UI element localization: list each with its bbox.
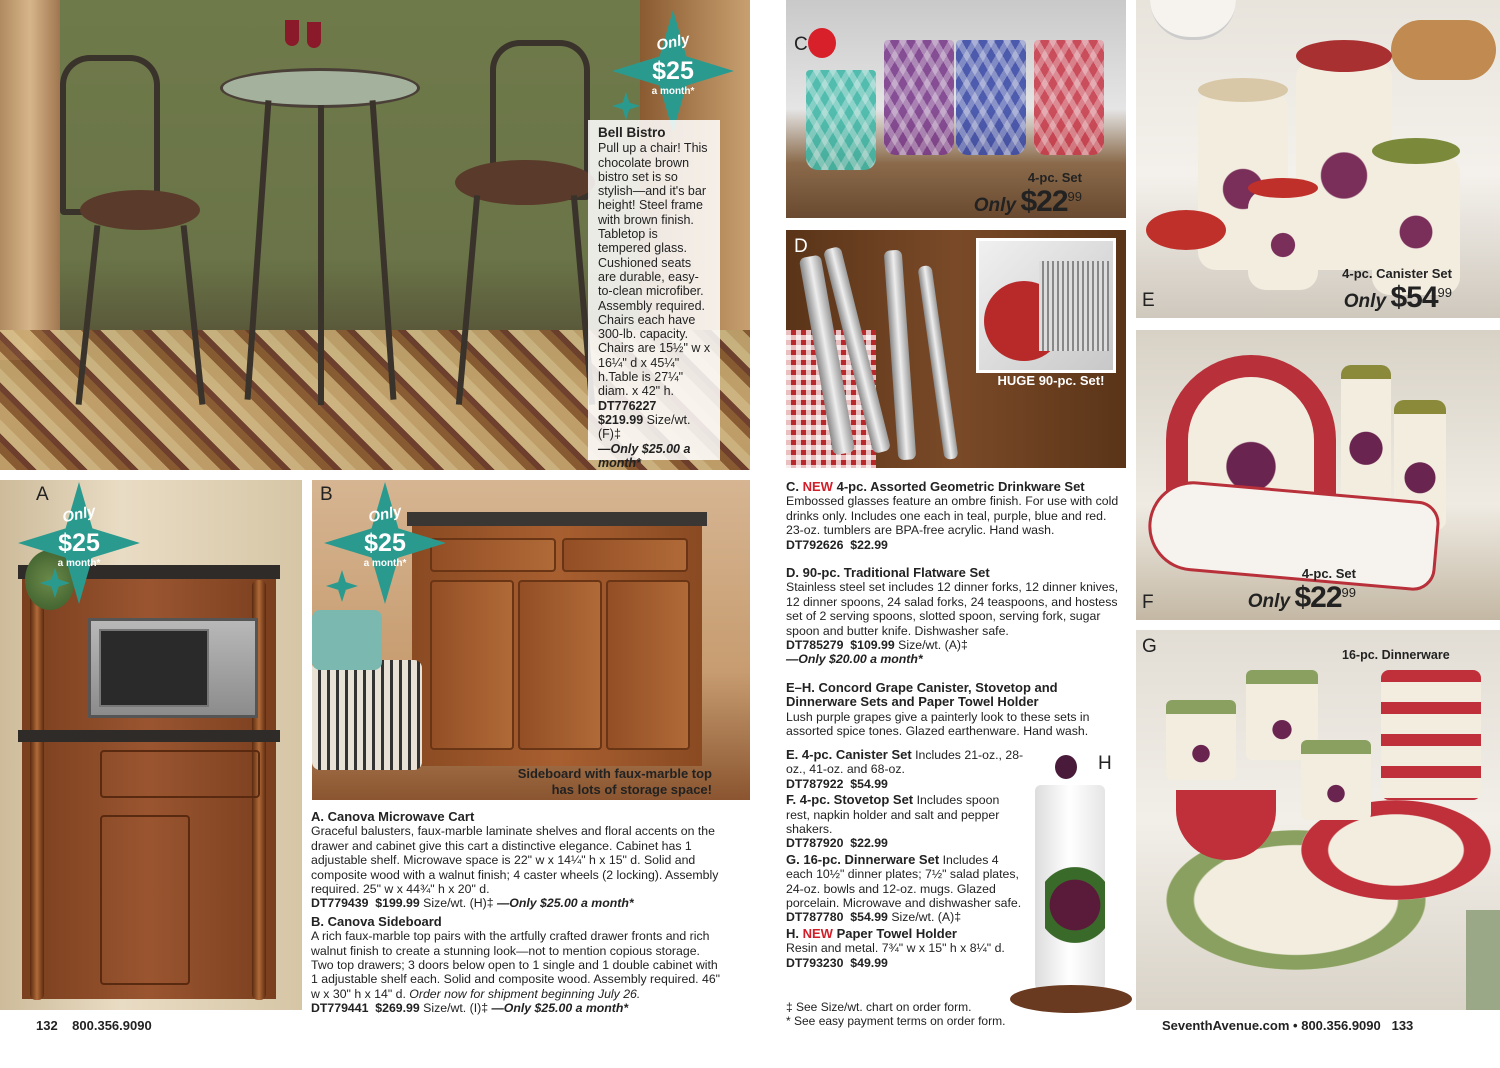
copy-items-e-h [786,748,1026,970]
bistro-size: Size/wt. (F)‡ [598,412,691,442]
microwave [88,618,258,718]
item-h-title: Paper Towel Holder [836,925,957,941]
throw-blanket [312,610,382,670]
item-d-size: Size/wt. (A)‡ [898,638,968,653]
price-tag-e: 4-pc. Canister Set Only $\$54^{99}$ [1342,266,1452,314]
item-d-title: D. 90-pc. Traditional Flatware Set [786,565,990,581]
item-e-title: E. 4-pc. Canister Set [786,747,912,762]
item-a-sku: DT779439 [311,896,369,911]
bistro-price: $219.99 [598,412,644,427]
item-b-sku: DT779441 [311,1001,369,1016]
bistro-description [588,120,720,470]
napkin [1466,910,1500,1010]
item-c-new: NEW [802,479,833,494]
copy-items-a-b [311,810,723,1027]
photo-letter-c: C [794,34,808,55]
page-number-left: 132 [36,1018,58,1033]
copy-items-c-d-eh [786,480,1126,743]
item-d-price: $109.99 [850,638,895,653]
paper-towel-holder-photo [1010,745,1135,1025]
drinkware-photo [786,0,1126,218]
mug [1166,700,1236,780]
sideboard-caption: Sideboard with faux-marble top has lots of storage space! [517,766,712,797]
sideboard-door [606,580,690,750]
blue-glass [956,40,1026,155]
item-c-price: $22.99 [850,537,888,552]
item-h-prefix: H. [786,925,799,941]
chair-seat-left [80,190,200,230]
strawberry [808,28,836,58]
price-tag-c: 4-pc. Set Only $\$22^{99}$ [973,170,1082,218]
item-g-title: G. 16-pc. Dinnerware Set [786,851,940,867]
page-number-right: 133 [1391,1018,1414,1033]
photo-letter-g: G [1142,636,1157,657]
price-tag-f: 4-pc. Set Only $\$22^{99}$ [1247,566,1356,614]
item-a-size: Size/wt. (H)‡ [423,896,494,911]
stovetop-photo [1136,330,1500,620]
item-g-size: Size/wt. (A)‡ [891,910,962,925]
sideboard-drawer [430,538,556,572]
bread [1391,20,1496,80]
flatware-inset-caption: HUGE 90-pc. Set! [997,373,1105,388]
item-e-price: $54.99 [850,776,888,791]
bistro-sku: DT776227 [598,398,657,413]
phone-left: 800.356.9090 [72,1018,152,1033]
item-f-price: $22.99 [850,836,888,851]
item-a-price: $199.99 [375,896,420,911]
bistro-body: Pull up a chair! This chocolate brown bistro set is so stylish—and it's bar height! Steel frame with brown finish. Tabletop is tempered glass. Cushioned seats are durable, easy-to-clean microfiber. Assembly required. Chairs each have 300-lb. capacity. Chairs are 15½" w x 16¼" d x 45¼" h.Table is 27¼" diam. x 42" h. [598,141,711,399]
bistro-monthly: —Only $25.00 a month* [598,441,691,470]
price-badge-a: Only $25 a month* [18,482,140,604]
item-e-body: Includes 21-oz., 28-oz., 41-oz. and 68-oz. [786,748,1024,777]
item-d-body: Stainless steel set includes 12 dinner forks, 12 dinner knives, 12 dinner spoons, 24 salad forks, 24 teaspoons, and hostess set of 2 serving spoons, slotted spoon, serving fork, sugar spoon and butter knife. Dishwasher safe. [786,580,1119,638]
grape-cluster [1045,850,1105,960]
photo-letter-h: H [1098,753,1112,774]
canister-small [1248,190,1318,290]
item-a-title: A. Canova Microwave Cart [311,809,475,824]
item-c-prefix: C. [786,479,799,494]
flatware-inset-photo [976,238,1116,373]
wood-post [0,0,60,360]
item-c-body: Embossed glasses feature an ombre finish. For use with cold drinks only. Includes one each in teal, purple, blue and red. 23-oz. tumblers are BPA-free acrylic. Hand wash. [786,494,1119,538]
item-d-sku: DT785279 [786,638,844,653]
footer-right [1162,1018,1413,1033]
salad-fork [917,265,958,460]
item-eh-title: E–H. Concord Grape Canister, Stovetop and Dinnerware Sets and Paper Towel Holder [786,679,1058,710]
phone-right: 800.356.9090 [1301,1018,1381,1033]
teal-glass [806,70,876,170]
item-b-monthly: —Only $25.00 a month* [491,1001,629,1016]
wine-glass [285,20,299,46]
item-h-price: $49.99 [850,955,888,970]
item-g-price: $54.99 [850,910,888,925]
salt-shaker [1341,365,1391,505]
cart-drawer [100,750,260,798]
item-b-size: Size/wt. (I)‡ [423,1001,489,1016]
glass-tabletop [220,68,420,108]
photo-letter-f: F [1142,592,1154,613]
sideboard-photo [312,480,750,800]
wine-glass [307,22,321,48]
item-b-note: Order now for shipment beginning July 26. [409,986,641,1001]
item-g-body: Includes 4 each 10½" dinner plates; 7½" salad plates, 24-oz. bowls and 12-oz. mugs. Glazed porcelain. Microwave and dishwasher safe. [786,852,1022,911]
grape-finial [1055,755,1077,779]
site-url[interactable]: SeventhAvenue.com [1162,1018,1290,1033]
item-b-body: A rich faux-marble top pairs with the artfully crafted drawer fronts and rich walnut finish to create a stunning look—not to mention copious storage. Two top drawers; 3 doors below open to 1 single and 1 double cabinet with 1 adjustable shelf each. Solid and composite wood. Assembly required. 46" w x 30" h x 14" d. [311,929,721,1001]
bowl-stack [1381,670,1481,800]
item-eh-body: Lush purple grapes give a painterly look to these sets in assorted spice tones. Glazed earthenware. Hand wash. [786,709,1090,739]
footer-left [36,1018,152,1033]
item-b-title: B. Canova Sideboard [311,913,442,929]
canister-photo [1136,0,1500,318]
photo-letter-a: A [36,484,49,505]
item-g-sku: DT787780 [786,910,844,925]
item-h-new: NEW [802,925,833,941]
pouf [312,660,422,770]
photo-letter-d: D [794,236,808,257]
item-f-body: Includes spoon rest, napkin holder and salt and pepper shakers. [786,793,1000,837]
microwave-cart-photo [0,480,302,1010]
item-f-title: F. 4-pc. Stovetop Set [786,792,914,808]
footnote-payment: * See easy payment terms on order form. [786,1014,1006,1028]
price-badge-bistro: Only $25 a month* [612,10,734,132]
flatware-photo [786,230,1126,468]
cart-cabinet-door [100,815,190,985]
item-a-body: Graceful balusters, faux-marble laminate shelves and floral accents on the drawer and cabinet give this cart a distinctive elegance. Cabinet has 1 adjustable shelf. Microwave space is 22" w x 14¼" h x 15" d. Solid and composite wood with a walnut finish; 4 caster wheels (2 locking). Assembly required. 25" w x 44¾" h x 20" d. [311,824,719,897]
footnote-size: ‡ See Size/wt. chart on order form. [786,1000,972,1014]
photo-letter-b: B [320,484,333,505]
holder-base [1010,985,1132,1013]
dinnerware-label: 16-pc. Dinnerware [1342,648,1450,662]
footer-separator: • [1293,1018,1298,1033]
red-glass [1034,40,1104,155]
item-h-sku: DT793230 [786,955,844,970]
item-f-sku: DT787920 [786,836,844,851]
sideboard-door [518,580,602,750]
price-badge-b: Only $25 a month* [324,482,446,604]
item-d-monthly: —Only $20.00 a month* [786,652,923,667]
fork [884,250,917,461]
canister-lid [1146,210,1226,250]
mug [1301,740,1371,820]
sideboard-door [430,580,514,750]
item-e-sku: DT787922 [786,776,844,791]
item-h-body: Resin and metal. 7¾" w x 15" h x 8¼" d. [786,941,1005,956]
dinnerware-photo [1136,630,1500,1010]
footnotes [786,1000,1026,1028]
item-b-price: $269.99 [375,1001,420,1016]
bistro-photo [0,0,750,470]
item-a-monthly: —Only $25.00 a month* [496,896,634,911]
sideboard-drawer [562,538,688,572]
photo-letter-e: E [1142,290,1155,311]
item-c-title: 4-pc. Assorted Geometric Drinkware Set [836,479,1085,494]
bistro-title: Bell Bistro [598,125,666,140]
sideboard-top [407,512,707,526]
item-c-sku: DT792626 [786,537,844,552]
purple-glass [884,40,954,155]
